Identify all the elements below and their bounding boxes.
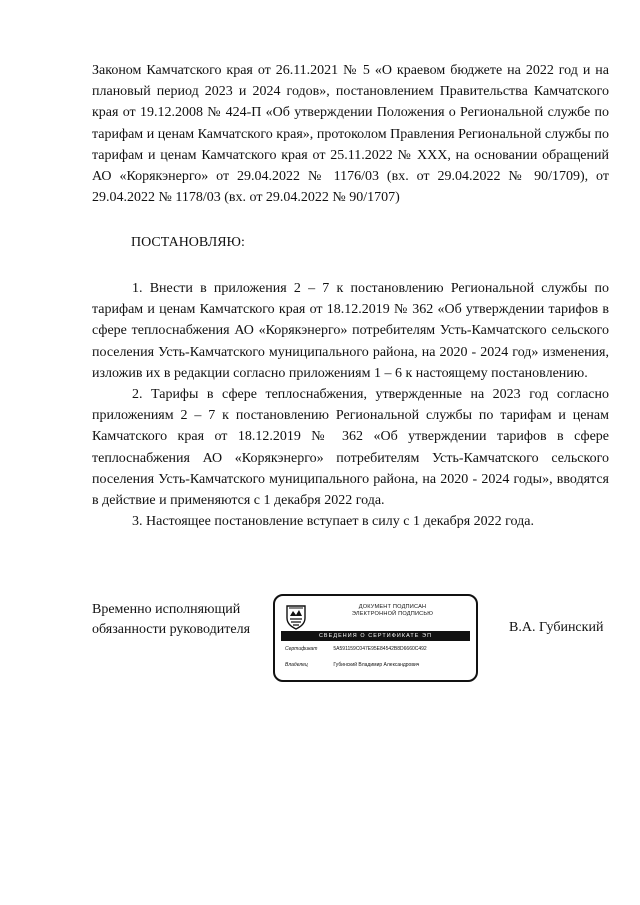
- intro-paragraph: Законом Камчатского края от 26.11.2021 № 5 «О краевом бюджете на 2022 год и на плановый период 2023 и 2024 годов», постановлением Правительства Камчатского края от 19.12.2008 № 424-П «Об утверждении Положения о Региональной службе по тарифам и ценам Камчатского края», протоколом Правления Региональной службы по тарифам и ценам Камчатского края от 25.11.2022 № ХХХ, на основании обращений АО «Корякэнерго» от 29.04.2022 № 1176/03 (вх. от 29.04.2022 № 90/1709), от 29.04.2022 № 1178/03 (вх. от 29.04.2022 № 90/1707): [92, 63, 609, 206]
- decree-item-2: 2. Тарифы в сфере теплоснабжения, утвержденные на 2023 год согласно приложениям 2 – 7 к постановлению Региональной службы по тарифам и ценам Камчатского края от 18.12.2019 № 362 «Об утверждении тарифов в сфере теплоснабжения АО «Корякэнерго» потребителям Усть-Камчатского сельского поселения Усть-Камчатского муниципального района, на 2020 - 2024 годы», вводятся в действие и применяются с 1 декабря 2022 года.: [92, 387, 609, 509]
- decree-item-1: 1. Внести в приложения 2 – 7 к постановлению Региональной службы по тарифам и ценам Камчатского края от 18.12.2019 № 362 «Об утверждении тарифов в сфере теплоснабжения АО «Корякэнерго» потребителям Усть-Камчатского сельского поселения Усть-Камчатского муниципального района, на 2020 - 2024 год» изменения, изложив их в редакции согласно приложениям 1 – 6 к настоящему постановлению.: [92, 281, 609, 381]
- electronic-signature-stamp: [273, 594, 478, 682]
- stamp-header-line-1: ДОКУМЕНТ ПОДПИСАН: [358, 604, 427, 610]
- decree-word: ПОСТАНОВЛЯЮ:: [131, 235, 245, 250]
- signer-title-line-2: обязанности руководителя: [92, 622, 251, 637]
- stamp-certificate-bar: СВЕДЕНИЯ О СЕРТИФИКАТЕ ЭП: [281, 631, 470, 641]
- stamp-certificate-row: [285, 646, 470, 653]
- stamp-owner-label: Владелец: [285, 662, 308, 668]
- stamp-header: [315, 604, 470, 618]
- stamp-owner-value: Губинский Владимир Александрович: [333, 662, 420, 668]
- stamp-header-line-2: ЭЛЕКТРОННОЙ ПОДПИСЬЮ: [351, 611, 434, 617]
- coat-of-arms-icon: [285, 604, 307, 630]
- decree-items: [92, 278, 609, 532]
- stamp-owner-row: [285, 662, 470, 669]
- signer-name: В.А. Губинский: [509, 620, 604, 635]
- signer-title: [92, 600, 250, 640]
- signer-title-line-1: Временно исполняющий: [92, 602, 241, 617]
- stamp-certificate-value: 5A591159C047E95E84542B8D6660C492: [333, 646, 427, 652]
- decree-item-3: 3. Настоящее постановление вступает в силу с 1 декабря 2022 года.: [132, 514, 534, 530]
- stamp-certificate-label: Сертификат: [285, 646, 318, 652]
